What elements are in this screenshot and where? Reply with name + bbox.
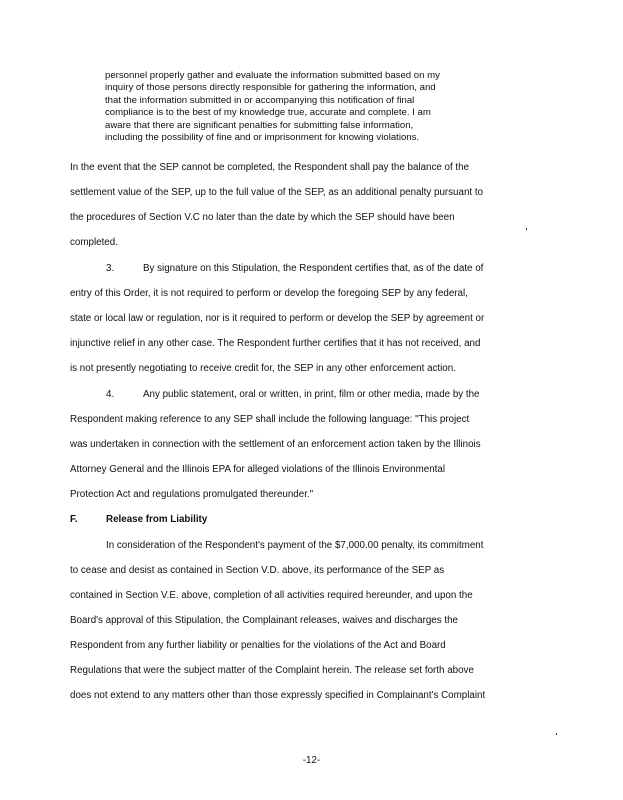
quote-line: inquiry of those persons directly responsible for gathering the information, and xyxy=(105,82,436,94)
paragraph-line: injunctive relief in any other case. The Respondent further certifies that it has not received, and xyxy=(70,338,481,349)
certification-quote xyxy=(105,70,505,144)
paragraph-line: the procedures of Section V.C no later than the date by which the SEP should have been xyxy=(70,212,455,223)
page-number: -12- xyxy=(302,755,321,766)
paragraph-line: Attorney General and the Illinois EPA for alleged violations of the Illinois Environmental xyxy=(70,464,446,475)
quote-line: personnel properly gather and evaluate the information submitted based on my xyxy=(105,70,440,81)
paragraph-line: By signature on this Stipulation, the Respondent certifies that, as of the date of xyxy=(143,263,484,274)
paragraph-line: was undertaken in connection with the settlement of an enforcement action taken by the Illinois xyxy=(70,439,481,450)
paragraph-line: Any public statement, oral or written, in print, film or other media, made by the xyxy=(143,389,480,400)
quote-line: including the possibility of fine and or imprisonment for knowing violations. xyxy=(105,132,420,144)
scan-speck xyxy=(556,733,557,735)
paragraph-line: In consideration of the Respondent's payment of the $7,000.00 penalty, its commitment xyxy=(106,540,484,551)
paragraph-line: to cease and desist as contained in Section V.D. above, its performance of the SEP as xyxy=(70,565,445,576)
scan-speck xyxy=(526,228,527,230)
paragraph-line: state or local law or regulation, nor is it required to perform or develop the SEP by agreement or xyxy=(70,313,485,324)
paragraph-line: entry of this Order, it is not required to perform or develop the foregoing SEP by any federal, xyxy=(70,288,468,299)
paragraph-line: does not extend to any matters other than those expressly specified in Complainant's Complaint xyxy=(70,690,486,701)
section-letter: F. xyxy=(70,514,78,525)
paragraph-line: is not presently negotiating to receive credit for, the SEP in any other enforcement action. xyxy=(70,363,456,374)
paragraph-number: 4. xyxy=(106,389,115,400)
paragraph-line: Respondent making reference to any SEP shall include the following language: "This project xyxy=(70,414,470,425)
section-heading: Release from Liability xyxy=(106,514,208,525)
quote-line: aware that there are significant penalties for submitting false information, xyxy=(105,119,414,131)
paragraph-line: settlement value of the SEP, up to the full value of the SEP, as an additional penalty pursuant to xyxy=(70,187,484,198)
quote-line: compliance is to the best of my knowledge true, accurate and complete. I am xyxy=(105,107,431,119)
paragraph-line: Protection Act and regulations promulgated thereunder." xyxy=(70,489,314,500)
paragraph-line: Board's approval of this Stipulation, the Complainant releases, waives and discharges the xyxy=(70,615,458,626)
paragraph-line: contained in Section V.E. above, completion of all activities required hereunder, and upon the xyxy=(70,590,473,601)
paragraph-line: Regulations that were the subject matter of the Complaint herein. The release set forth above xyxy=(70,665,474,676)
paragraph-number: 3. xyxy=(106,263,115,274)
paragraph-line: Respondent from any further liability or penalties for the violations of the Act and Board xyxy=(70,640,446,651)
paragraph-line: In the event that the SEP cannot be completed, the Respondent shall pay the balance of the xyxy=(70,162,470,173)
paragraph-line: completed. xyxy=(70,237,118,248)
quote-line: that the information submitted in or accompanying this notification of final xyxy=(105,94,415,106)
